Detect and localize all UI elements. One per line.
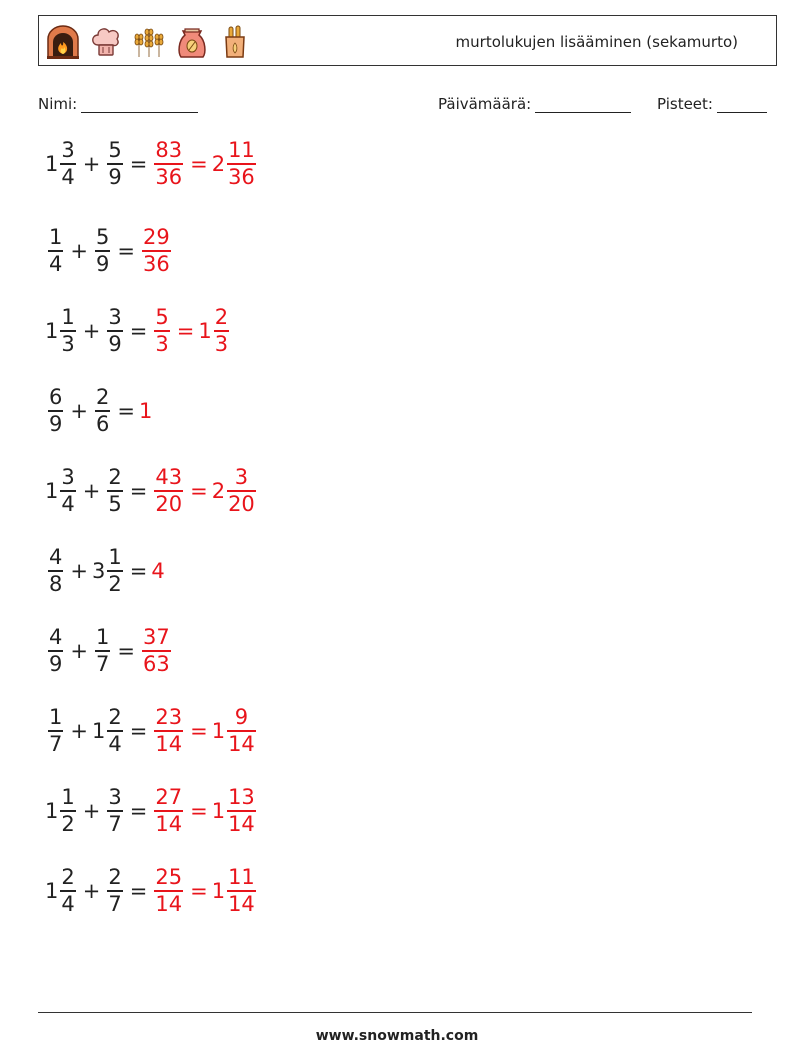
numerator: 11 — [228, 865, 255, 890]
problem-row — [45, 216, 174, 286]
numerator: 5 — [95, 225, 110, 250]
denominator: 7 — [49, 731, 63, 756]
numerator: 3 — [108, 785, 122, 810]
equals-sign: = — [190, 719, 208, 743]
numerator: 2 — [108, 865, 122, 890]
whole-number: 1 — [45, 879, 59, 903]
fraction — [60, 785, 75, 837]
denominator: 20 — [155, 491, 183, 516]
whole-number: 1 — [45, 479, 59, 503]
numerator: 2 — [214, 305, 229, 330]
score-label: Pisteet: — [657, 95, 713, 113]
denominator: 6 — [95, 411, 110, 436]
problem-row — [45, 536, 165, 606]
denominator: 2 — [108, 571, 122, 596]
footer-divider — [38, 1012, 752, 1013]
date-line[interactable] — [535, 98, 631, 113]
fraction — [142, 225, 171, 277]
equals-sign: = — [129, 319, 148, 343]
denominator: 4 — [61, 891, 75, 916]
name-label: Nimi: — [38, 95, 78, 113]
fraction — [95, 225, 110, 277]
name-line[interactable] — [81, 98, 198, 113]
plus-sign: + — [82, 319, 101, 343]
name-field — [38, 95, 198, 113]
problem-row — [45, 376, 152, 446]
numerator: 3 — [61, 465, 75, 490]
fraction — [95, 385, 110, 437]
numerator: 2 — [95, 385, 110, 410]
numerator: 5 — [155, 305, 169, 330]
whole-number: 1 — [211, 799, 226, 823]
denominator: 36 — [228, 164, 255, 189]
plus-sign: + — [82, 479, 101, 503]
numerator: 3 — [61, 138, 75, 163]
fraction — [154, 138, 183, 190]
fraction — [154, 865, 183, 917]
numerator: 23 — [155, 705, 183, 730]
plus-sign: + — [70, 239, 88, 263]
whole-number: 3 — [91, 559, 106, 583]
numerator: 1 — [61, 305, 75, 330]
whole-number: 1 — [45, 152, 59, 176]
score-field — [657, 95, 767, 113]
oven-icon — [44, 23, 82, 61]
score-line[interactable] — [717, 98, 767, 113]
denominator: 4 — [108, 731, 122, 756]
fraction — [60, 305, 75, 357]
problem-row — [45, 776, 259, 846]
equals-sign: = — [176, 319, 195, 343]
whole-number: 1 — [198, 319, 212, 343]
whole-number: 2 — [211, 152, 226, 176]
fraction — [154, 465, 183, 517]
numerator: 37 — [142, 625, 170, 650]
numerator: 3 — [234, 465, 249, 490]
equals-sign: = — [129, 559, 148, 583]
fraction — [107, 138, 122, 190]
numerator: 1 — [49, 225, 63, 250]
plus-sign: + — [82, 799, 101, 823]
fraction — [107, 865, 122, 917]
denominator: 5 — [108, 491, 122, 516]
fraction — [227, 785, 256, 837]
fraction — [48, 545, 63, 597]
plus-sign: + — [70, 399, 88, 423]
footer-url: www.snowmath.com — [315, 1028, 479, 1044]
numerator: 27 — [155, 785, 183, 810]
date-label: Päivämäärä: — [438, 95, 532, 113]
problem-row — [45, 616, 174, 686]
denominator: 14 — [155, 811, 183, 836]
denominator: 7 — [108, 811, 122, 836]
problem-row — [45, 696, 259, 766]
numerator: 6 — [49, 385, 63, 410]
header-icons — [44, 23, 254, 61]
denominator: 9 — [49, 651, 63, 676]
whole-number: 1 — [45, 319, 59, 343]
denominator: 20 — [228, 491, 255, 516]
numerator: 83 — [155, 138, 183, 163]
numerator: 9 — [234, 705, 249, 730]
denominator: 3 — [155, 331, 169, 356]
numerator: 1 — [49, 705, 63, 730]
equals-sign: = — [190, 152, 208, 176]
equals-sign: = — [117, 399, 135, 423]
equals-sign: = — [129, 479, 148, 503]
flour-sack-icon — [173, 23, 211, 61]
numerator: 11 — [228, 138, 255, 163]
fraction — [142, 625, 171, 677]
numerator: 3 — [108, 305, 122, 330]
fraction — [60, 465, 75, 517]
fraction — [107, 545, 122, 597]
whole-number: 1 — [91, 719, 106, 743]
fraction — [48, 385, 63, 437]
problem-row — [45, 129, 259, 199]
problem-row — [45, 296, 232, 366]
problem-row — [45, 856, 259, 926]
numerator: 2 — [108, 465, 122, 490]
numerator: 43 — [155, 465, 183, 490]
numerator: 5 — [108, 138, 122, 163]
fraction — [60, 865, 75, 917]
fraction — [214, 305, 229, 357]
chef-hat-icon — [87, 23, 125, 61]
fraction — [227, 705, 256, 757]
problem-row — [45, 456, 259, 526]
equals-sign: = — [129, 879, 148, 903]
bread-bag-icon — [216, 23, 254, 61]
numerator: 2 — [61, 865, 75, 890]
denominator: 14 — [155, 731, 183, 756]
plus-sign: + — [82, 152, 101, 176]
fraction — [227, 865, 256, 917]
equals-sign: = — [129, 799, 148, 823]
denominator: 14 — [155, 891, 183, 916]
plus-sign: + — [70, 559, 88, 583]
denominator: 63 — [142, 651, 170, 676]
denominator: 9 — [95, 251, 110, 276]
numerator: 4 — [49, 625, 63, 650]
denominator: 4 — [61, 164, 75, 189]
whole-number: 1 — [45, 799, 59, 823]
whole-number: 1 — [211, 719, 226, 743]
fraction — [60, 138, 75, 190]
fraction — [107, 785, 122, 837]
denominator: 8 — [49, 571, 63, 596]
denominator: 36 — [155, 164, 183, 189]
whole-number: 2 — [211, 479, 226, 503]
equals-sign: = — [117, 639, 135, 663]
fraction — [154, 785, 183, 837]
fraction — [227, 465, 256, 517]
whole-number: 1 — [211, 879, 226, 903]
denominator: 7 — [95, 651, 110, 676]
wheat-icon — [130, 23, 168, 61]
answer-whole: 1 — [138, 399, 153, 423]
numerator: 4 — [49, 545, 63, 570]
fraction — [107, 465, 122, 517]
fraction — [48, 225, 63, 277]
equals-sign: = — [190, 799, 208, 823]
denominator: 36 — [142, 251, 170, 276]
numerator: 29 — [142, 225, 170, 250]
denominator: 9 — [108, 331, 122, 356]
equals-sign: = — [129, 719, 148, 743]
date-field — [438, 95, 631, 113]
plus-sign: + — [70, 719, 88, 743]
denominator: 7 — [108, 891, 122, 916]
fraction — [48, 705, 63, 757]
denominator: 4 — [49, 251, 63, 276]
fraction — [95, 625, 110, 677]
denominator: 9 — [49, 411, 63, 436]
denominator: 9 — [108, 164, 122, 189]
equals-sign: = — [190, 479, 208, 503]
numerator: 1 — [95, 625, 110, 650]
worksheet-title: murtolukujen lisääminen (sekamurto) — [455, 33, 738, 51]
fraction — [154, 305, 169, 357]
denominator: 14 — [228, 731, 255, 756]
fraction — [154, 705, 183, 757]
fraction — [107, 705, 122, 757]
fraction — [227, 138, 256, 190]
denominator: 3 — [214, 331, 229, 356]
denominator: 3 — [61, 331, 75, 356]
worksheet-header — [38, 15, 777, 66]
numerator: 25 — [155, 865, 183, 890]
plus-sign: + — [82, 879, 101, 903]
equals-sign: = — [190, 879, 208, 903]
equals-sign: = — [117, 239, 135, 263]
fraction — [48, 625, 63, 677]
denominator: 14 — [228, 811, 255, 836]
numerator: 1 — [61, 785, 75, 810]
answer-whole: 4 — [151, 559, 165, 583]
denominator: 14 — [228, 891, 255, 916]
numerator: 1 — [108, 545, 122, 570]
fraction — [107, 305, 122, 357]
denominator: 4 — [61, 491, 75, 516]
numerator: 13 — [228, 785, 255, 810]
denominator: 2 — [61, 811, 75, 836]
numerator: 2 — [108, 705, 122, 730]
equals-sign: = — [129, 152, 148, 176]
plus-sign: + — [70, 639, 88, 663]
